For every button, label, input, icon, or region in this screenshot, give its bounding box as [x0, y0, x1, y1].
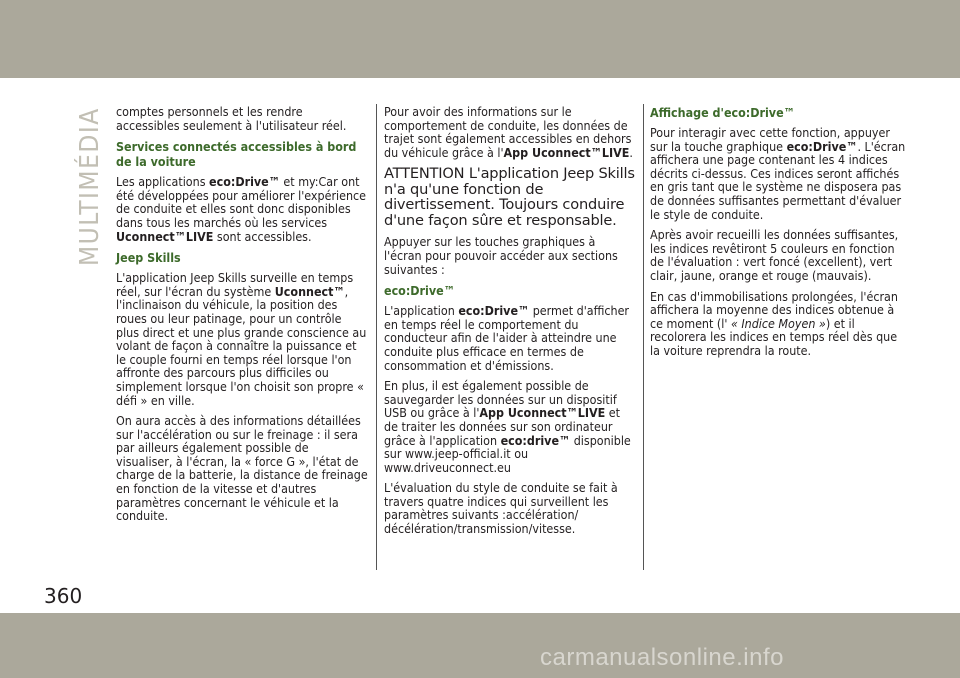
text-bold: eco:drive™	[500, 432, 571, 448]
text-bold: App Uconnect™LIVE	[503, 144, 630, 160]
paragraph	[650, 290, 910, 358]
text: sont accessibles.	[213, 228, 312, 244]
text: Pour avoir des informations sur le comportement de conduite, les données de trajet sont également accessibles en dehors du véhicule grâce à l'	[384, 104, 632, 160]
heading-connected-services: Services connectés accessibles à bord de la voiture	[116, 139, 357, 170]
text: ) et il recolorera les indices en temps réel dès que la voiture reprendra la route.	[650, 315, 898, 358]
paragraph	[116, 271, 368, 407]
column-1	[116, 105, 368, 530]
text: et my:Car ont été développées pour améliorer l'expérience de conduite et elles sont donc disponibles dans tous les marchés où les services	[116, 174, 367, 230]
paragraph	[384, 105, 636, 159]
heading-jeep-skills: Jeep Skills	[116, 250, 181, 266]
text: L'application	[384, 303, 459, 319]
text: Pour interagir avec cette fonction, appuyer sur la touche graphique	[650, 125, 890, 154]
paragraph: comptes personnels et les rendre accessibles seulement à l'utilisateur réel.	[116, 104, 347, 133]
warning-text: ATTENTION L'application Jeep Skills n'a qu'une fonction de divertissement. Toujours conduire d'une façon sûre et responsable.	[384, 165, 635, 229]
paragraph: On aura accès à des informations détaillées sur l'accélération ou sur le freinage : il sera par ailleurs également possible de visualiser, à l'écran, la « force G », l'état de charge de la batterie, la distance de freinage en fonction de la vitesse et d'autres paramètres concernant le véhicule et la conduite.	[116, 413, 368, 524]
text: Les applications	[116, 174, 210, 190]
page-number: 360	[44, 584, 83, 608]
heading-ecodrive-display: Affichage d'eco:Drive™	[650, 105, 795, 120]
watermark: carmanualsonline.info	[540, 644, 784, 671]
paragraph	[116, 175, 368, 243]
text: En cas d'immobilisations prolongées, l'écran affichera la moyenne des indices obtenue à ce moment (l'	[650, 288, 898, 331]
paragraph: Appuyer sur les touches graphiques à l'écran pour pouvoir accéder aux sections suivantes :	[384, 234, 618, 277]
text-bold: eco:Drive™	[786, 138, 858, 154]
text-bold: Uconnect™	[274, 283, 345, 299]
column-2	[384, 105, 636, 543]
section-label: MULTIMÉDIA	[75, 107, 105, 267]
paragraph	[650, 126, 910, 221]
bottom-band	[0, 613, 960, 678]
paragraph	[384, 304, 636, 372]
text-bold: eco:Drive™	[209, 174, 280, 190]
paragraph	[384, 379, 636, 474]
text: , l'inclinaison du véhicule, la position des roues ou leur patinage, pour un contrôle plus direct et une plus grande conscience au volant de façon à connaître la puissance et le couple fourni en temps réel lorsque l'on affronte des parcours plus difficiles ou simplement lorsque l'on choisit son propre « défi » en ville.	[116, 283, 367, 408]
text-italic: « Indice Moyen »	[730, 315, 826, 331]
text-bold: eco:Drive™	[458, 303, 530, 319]
column-divider	[376, 104, 377, 570]
text-bold: App Uconnect™LIVE	[479, 405, 606, 421]
paragraph: L'évaluation du style de conduite se fait à travers quatre indices qui surveillent les paramètres suivants :accélération/ décélération/transmission/vitesse.	[384, 480, 618, 537]
top-band	[0, 0, 960, 78]
text: . L'écran affichera une page contenant les 4 indices décrits ci-dessus. Ces indices seront affichés en gris tant que le système ne disposera pas de données suffisantes permettant d'évaluer le style de conduite.	[650, 138, 906, 222]
paragraph: Après avoir recueilli les données suffisantes, les indices revêtiront 5 couleurs en fonction de l'évaluation : vert foncé (excellent), vert clair, jaune, orange et rouge (mauvais).	[650, 227, 899, 283]
text: disponible sur www.jeep-official.it ou www.driveuconnect.eu	[384, 432, 631, 475]
text: permet d'afficher en temps réel le comportement du conducteur afin de l'aider à atteindre une conduite plus efficace en termes de consommation et d'émissions.	[384, 303, 630, 373]
heading-ecodrive: eco:Drive™	[384, 283, 455, 299]
text: En plus, il est également possible de sauvegarder les données sur un dispositif USB ou grâce à l'	[384, 378, 617, 421]
text-bold: Uconnect™LIVE	[116, 228, 214, 244]
text: .	[629, 144, 633, 160]
text: L'application Jeep Skills surveille en temps réel, sur l'écran du système	[116, 270, 354, 299]
column-3	[650, 105, 910, 365]
column-divider	[643, 104, 644, 570]
text: et de traiter les données sur son ordinateur grâce à l'application	[384, 405, 620, 448]
